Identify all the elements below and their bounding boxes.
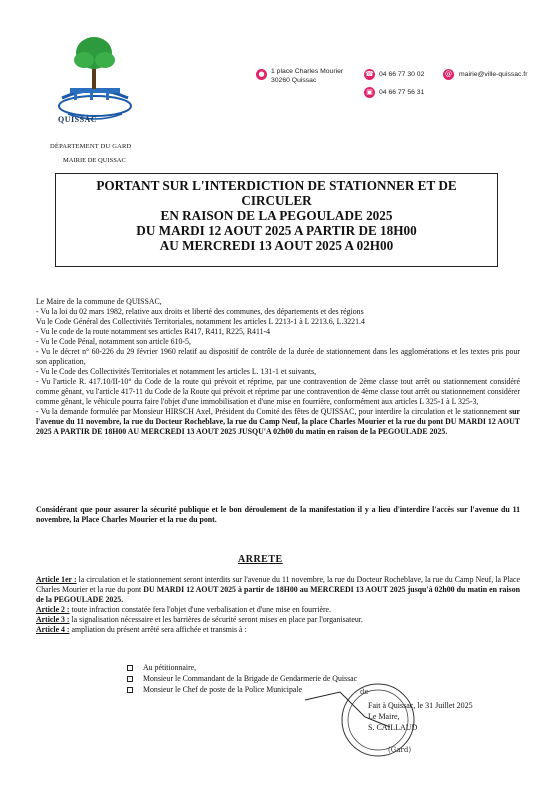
vu-8-text: - Vu la demande formulée par Monsieur HIRSCH Axel, Président du Comité des fêtes de QUISSAC, pour interdire la circulation et le stationnement xyxy=(36,407,510,416)
checkbox-icon xyxy=(127,676,133,682)
article-3 xyxy=(36,615,520,625)
address-line2: 30260 Quissac xyxy=(271,77,317,84)
title-line2: CIRCULER xyxy=(241,193,312,208)
article-4-text: ampliation du présent arrêté sera affichée et transmis à : xyxy=(69,625,247,634)
article-2-text: toute infraction constatée fera l'objet d'une verbalisation et d'une mise en fourrière. xyxy=(69,605,332,614)
checkbox-icon xyxy=(127,665,133,671)
title-line1: PORTANT SUR L'INTERDICTION DE STATIONNER ET DE xyxy=(96,178,457,193)
signature-line1: Fait à Quissac, le 31 Juillet 2025 xyxy=(368,701,473,710)
vu-5: - Vu le décret n° 60-226 du 29 février 1960 relatif au dispositif de contrôle de la durée de stationnement dans les agglomérations et les textes pris pour son application, xyxy=(36,347,520,366)
phone2: 04 66 77 56 31 xyxy=(379,89,425,96)
phone-icon: ☎ xyxy=(365,70,374,78)
signature-line2: Le Maire, xyxy=(368,712,400,721)
title-line5: AU MERCREDI 13 AOUT 2025 A 02H00 xyxy=(159,238,394,253)
email-icon: @ xyxy=(445,70,452,78)
vu-6: - Vu le Code des Collectivités Territoriales et notamment les articles L. 131-1 et suivants, xyxy=(36,367,317,376)
article-1 xyxy=(36,575,520,605)
fax-icon: ▣ xyxy=(364,87,375,98)
recipient-2: Monsieur le Commandant de la Brigade de Gendarmerie de Quissac xyxy=(143,674,358,683)
considerant: Considérant que pour assurer la sécurité publique et le bon déroulement de la manifestation il y a lieu d'interdire l'accès sur l'avenue du 11 novembre, la Place Charles Mourier et la rue du pont. xyxy=(36,505,520,524)
recipient-3: Monsieur le Chef de poste de la Police Municipale xyxy=(143,685,303,694)
vu-8-bold: sur l'avenue du 11 novembre, la rue du Docteur Rocheblave, la rue du Camp Neuf, la place Charles Mourier et la rue du pont DU MARDI 12 AOUT 2025 A PARTIR DE 18H00 AU MERCREDI 13 AOUT 2025 JUSQU'A 02h00 du matin en raison de la PEGOULADE 2025. xyxy=(36,407,520,436)
article-4-label: Article 4 : xyxy=(36,625,70,634)
svg-text:de: de xyxy=(360,688,369,696)
department: DÉPARTEMENT DU GARD xyxy=(50,143,132,150)
article-2-label: Article 2 : xyxy=(36,605,70,614)
article-1-bold: DU MARDI 12 AOUT 2025 à partir de 18H00 au MERCREDI 13 AOUT 2025 jusqu'à 02h00 du matin en raison de la PEGOULADE 2025. xyxy=(36,585,520,604)
article-4 xyxy=(36,625,520,635)
article-3-text: la signalisation nécessaire et les barrières de sécurité seront mises en place par l'organisateur. xyxy=(69,615,363,624)
location-icon: ● xyxy=(256,69,267,80)
vu-8 xyxy=(36,407,520,437)
vu-4: - Vu le Code Pénal, notamment son article 610-5, xyxy=(36,337,191,346)
article-1-label: Article 1er : xyxy=(36,575,77,584)
article-3-label: Article 3 : xyxy=(36,615,70,624)
article-2 xyxy=(36,605,520,615)
email: mairie@ville-quissac.fr xyxy=(459,71,528,78)
arrete-title: ARRETE xyxy=(238,554,283,565)
phone1: 04 66 77 30 02 xyxy=(379,71,425,78)
title-line4: DU MARDI 12 AOUT 2025 A PARTIR DE 18H00 xyxy=(136,223,417,238)
articles xyxy=(36,575,520,635)
vu-1: - Vu la loi du 02 mars 1982, relative aux droits et liberté des communes, des départements et des régions xyxy=(36,307,364,316)
checkbox-icon xyxy=(127,687,133,693)
recipient-1: Au pétitionnaire, xyxy=(143,663,197,672)
intro: Le Maire de la commune de QUISSAC, xyxy=(36,297,162,306)
title-box xyxy=(55,173,498,267)
vu-3: - Vu le code de la route notamment ses articles R417, R411, R225, R411-4 xyxy=(36,327,271,336)
svg-text:(Gard): (Gard) xyxy=(388,746,412,754)
preamble xyxy=(36,297,520,437)
quissac-logo xyxy=(50,28,140,128)
signature-line3: S. CAILLAUD xyxy=(368,723,418,732)
address-line1: 1 place Charles Mourier xyxy=(271,68,344,75)
vu-7: - Vu l'article R. 417.10/II-10° du Code de la route qui prévoit et réprime, par une contravention de 2ème classe tout arrêt ou stationnement considéré comme gênant, vu l'article 417-11 du Code de la Route qui prévoit et réprime par une contravention de 4ème classe tout arrêt ou stationnement considérer comme gênant, le véhicule pourra faire l'objet d'une immobilisation et d'une mise en fourrière, conformément aux articles L 325-1 à L 325-3, xyxy=(36,377,520,406)
mairie-label: MAIRIE DE QUISSAC xyxy=(63,157,126,164)
vu-2: Vu le Code Général des Collectivités Territoriales, notamment les articles L 2213-1 à L 2213.6, L.3221.4 xyxy=(36,317,365,326)
article-1-text: la circulation et le stationnement seront interdits sur l'avenue du 11 novembre, la rue du Docteur Rocheblave, la rue du Camp Neuf, la Place Charles Mourier et la rue du pont xyxy=(36,575,520,594)
logo-name: QUISSAC xyxy=(58,115,98,124)
signature-block xyxy=(368,700,473,733)
title-line3: EN RAISON DE LA PEGOULADE 2025 xyxy=(160,208,393,223)
